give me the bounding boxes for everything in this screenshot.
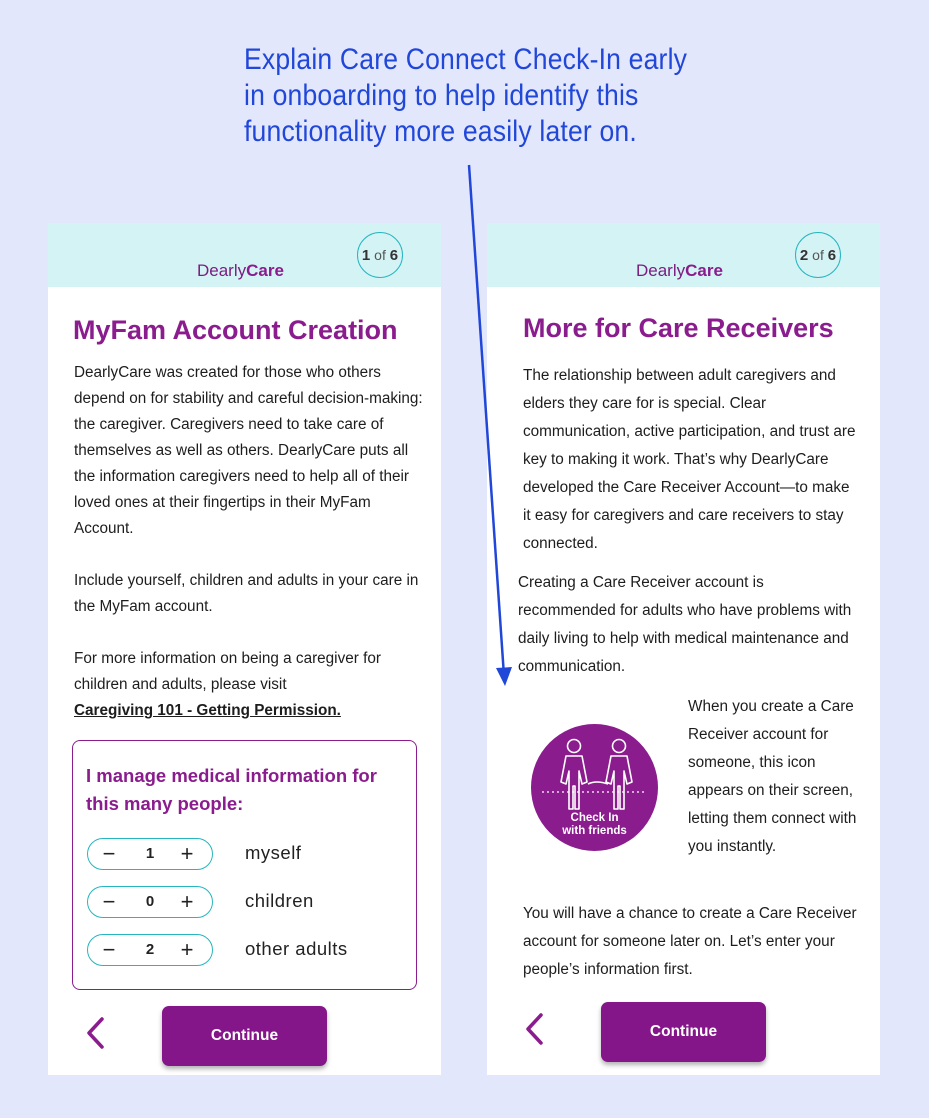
plus-icon[interactable]: + [180,937,194,962]
stepper-value: 2 [145,941,155,958]
stepper-row-myself [87,838,407,870]
stepper-label: children [245,890,314,911]
step-indicator: 1 of 6 [357,232,403,278]
manage-card-title: I manage medical information for this many people: [86,765,377,814]
icon-explanation-paragraph: When you create a Care Receiver account for someone, this icon appears on their screen, letting them connect with you instantly. [688,698,857,855]
annotation-line-2: in onboarding to help identify this [244,79,639,112]
stepper-value: 1 [145,845,155,862]
more-info-paragraph: For more information on being a caregiver for children and adults, please visit Caregiving 101 - Getting Permission. [74,650,381,719]
icon-label-line-1: Check In [570,812,619,824]
quantity-stepper [87,886,213,918]
screen-header [48,223,441,287]
stepper-row-children [87,886,407,918]
minus-icon[interactable]: − [102,841,116,866]
recommendation-paragraph: Creating a Care Receiver account is recommended for adults who have problems with daily living to help with medical maintenance and communication. [518,574,852,675]
check-in-icon [530,723,659,852]
manage-people-card [72,740,417,990]
annotation-callout [244,42,712,150]
stepper-row-other-adults [87,934,407,966]
later-paragraph: You will have a chance to create a Care Receiver account for someone later on. Let’s enter your people’s information first. [523,905,857,978]
minus-icon[interactable]: − [102,889,116,914]
annotation-line-1: Explain Care Connect Check-In early [244,43,688,76]
icon-label-line-2: with friends [562,825,627,837]
back-chevron-icon[interactable] [86,1016,106,1050]
continue-button[interactable]: Continue [601,1002,766,1062]
relationship-paragraph: The relationship between adult caregivers and elders they care for is special. Clear communication, active participation, and trust are key to making it work. That’s why DearlyCare developed the Care Receiver Account—to make it easy for caregivers and care receivers to stay connected. [523,367,856,552]
intro-paragraph: DearlyCare was created for those who others depend on for stability and careful decision-making: the caregiver. Caregivers need to take care of themselves as well as others. DearlyCare puts all the information caregivers need to help all of their loved ones at their fingertips in their MyFam Account. [74,364,423,537]
stepper-label: myself [245,842,302,863]
brand-logo: DearlyCare [197,261,284,280]
plus-icon[interactable]: + [180,889,194,914]
quantity-stepper [87,838,213,870]
include-paragraph: Include yourself, children and adults in your care in the MyFam account. [74,572,419,615]
minus-icon[interactable]: − [102,937,116,962]
onboarding-screen-1 [48,223,441,1075]
caregiving-101-link[interactable]: Caregiving 101 - Getting Permission. [74,702,341,719]
stepper-label: other adults [245,938,348,959]
continue-button[interactable]: Continue [162,1006,327,1066]
back-chevron-icon[interactable] [525,1012,545,1046]
annotation-line-3: functionality more easily later on. [244,115,637,148]
page-title: More for Care Receivers [523,313,834,343]
quantity-stepper [87,934,213,966]
screen-header [487,223,880,287]
brand-logo: DearlyCare [636,261,723,280]
page-title: MyFam Account Creation [73,315,398,345]
plus-icon[interactable]: + [180,841,194,866]
stepper-value: 0 [145,893,155,910]
onboarding-screen-2 [487,223,880,1075]
step-indicator: 2 of 6 [795,232,841,278]
